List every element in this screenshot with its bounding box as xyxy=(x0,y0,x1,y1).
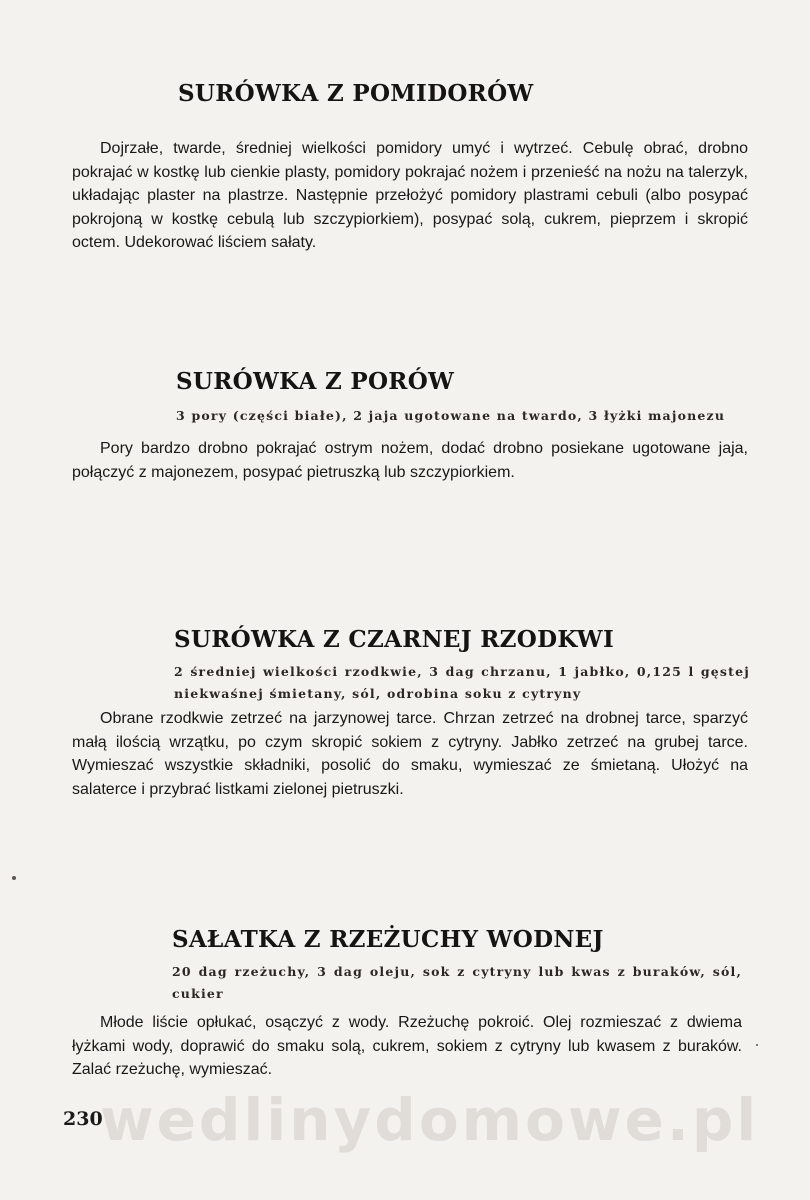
recipe-ingredients: 20 dag rzeżuchy, 3 dag oleju, sok z cytryny lub kwas z buraków, sól, cukier xyxy=(172,964,742,1001)
recipe-leek-salad xyxy=(72,368,748,484)
instructions-paragraph: Dojrzałe, twarde, średniej wielkości pomidory umyć i wytrzeć. Cebulę obrać, drobno pokrajać w kostkę lub cienkie plasty, pomidory pokrajać nożem i przenieść na nożu na talerzyk, układając plaster na plastrze. Następnie przełożyć pomidory plastrami cebuli (albo posypać pokrojoną w kostkę cebulą lub szczypiorkiem), posypać solą, cukrem, pieprzem i skropić octem. Udekorować liściem sałaty. xyxy=(72,140,748,251)
recipe-title: SURÓWKA Z CZARNEJ RZODKWI xyxy=(174,626,614,653)
recipe-instructions xyxy=(72,137,748,255)
recipe-black-radish-salad xyxy=(72,626,748,801)
recipe-watercress-salad xyxy=(72,926,742,1082)
instructions-paragraph: Obrane rzodkwie zetrzeć na jarzynowej tarce. Chrzan zetrzeć na drobnej tarce, sparzyć małą ilością wrzątku, po czym skropić sokiem z cytryny. Jabłko zetrzeć na grubej tarce. Wymieszać wszystkie składniki, posolić do smaku, wymieszać ze śmietaną. Ułożyć na salaterce i przybrać listkami zielonej pietruszki. xyxy=(72,710,748,798)
recipe-ingredients: 2 średniej wielkości rzodkwie, 3 dag chrzanu, 1 jabłko, 0,125 l gęstej niekwaśnej śmietany, sól, odrobina soku z cytryny xyxy=(174,664,750,701)
watermark: wedlinydomowe.pl xyxy=(100,1086,760,1154)
recipe-instructions xyxy=(72,707,748,801)
recipe-instructions xyxy=(72,1011,742,1082)
instructions-paragraph: Młode liście opłukać, osączyć z wody. Rzeżuchę pokroić. Olej rozmieszać z dwiema łyżkami wody, doprawić do smaku solą, cukrem, sokiem z cytryny lub kwasem z buraków. Zalać rzeżuchę, wymieszać. xyxy=(72,1014,742,1078)
instructions-paragraph: Pory bardzo drobno pokrajać ostrym nożem, dodać drobno posiekane ugotowane jaja, połączyć z majonezem, posypać pietruszką lub szczypiorkiem. xyxy=(72,440,748,481)
page-number: 230 xyxy=(63,1108,103,1130)
recipe-title: SAŁATKA Z RZEŻUCHY WODNEJ xyxy=(172,926,604,953)
scan-speck xyxy=(756,1044,758,1046)
recipe-title: SURÓWKA Z PORÓW xyxy=(176,368,455,395)
recipe-tomato-salad xyxy=(72,80,748,255)
recipe-instructions xyxy=(72,437,748,484)
recipe-ingredients: 3 pory (części białe), 2 jaja ugotowane na twardo, 3 łyżki majonezu xyxy=(176,408,726,423)
recipe-title: SURÓWKA Z POMIDORÓW xyxy=(178,80,534,107)
scan-speck xyxy=(12,876,16,880)
